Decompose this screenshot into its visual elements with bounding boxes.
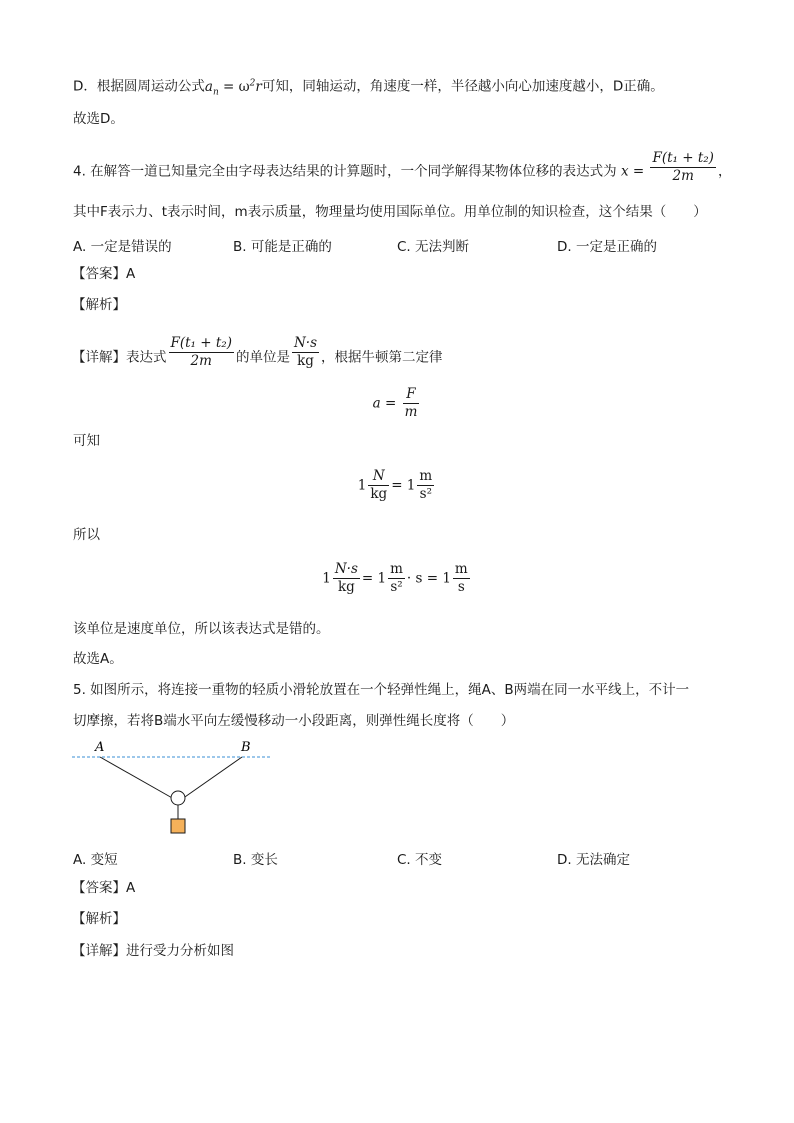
eq1-num: F xyxy=(403,386,420,404)
rope-right xyxy=(182,757,242,799)
formula-an: $a_n = \omega^2r$ xyxy=(204,78,262,98)
q5-detail: 【详解】进行受力分析如图 xyxy=(72,943,234,959)
eq2-frac-right xyxy=(417,468,434,503)
q4-choose: 故选A。 xyxy=(73,651,123,667)
q5-line2: 切摩擦，若将B端水平向左缓慢移动一小段距离，则弹性绳长度将（ ） xyxy=(73,713,515,729)
q4-detail-suffix: ，根据牛顿第二定律 xyxy=(321,349,443,366)
eq3-frac-right xyxy=(453,561,470,596)
eq3-eq: = 1 xyxy=(361,570,387,587)
q5-option-b: B. 变长 xyxy=(233,852,278,868)
eq3-mnum: m xyxy=(390,561,403,577)
q4-analysis: 【解析】 xyxy=(72,297,126,313)
q4-expr-denominator: 2m xyxy=(672,168,694,184)
eq3-mden: s² xyxy=(390,579,403,595)
q4-option-b: B. 可能是正确的 xyxy=(233,239,332,255)
q4-option-a: A. 一定是错误的 xyxy=(73,239,172,255)
q4-x-eq: x = xyxy=(620,163,645,180)
eq3-one: 1 xyxy=(322,570,331,587)
q4-stem: 4. 在解答一道已知量完全由字母表达结果的计算题时，一个同学解得某物体位移的表达式为 xyxy=(73,163,617,180)
eq2-frac-left xyxy=(368,468,389,503)
q4-unit-numerator: N·s xyxy=(293,335,318,351)
item-d-suffix: 可知，同轴运动，角速度一样，半径越小向心加速度越小，D正确。 xyxy=(261,78,664,95)
q5-option-a: A. 变短 xyxy=(73,852,118,868)
eq2-num: N xyxy=(368,468,389,486)
q4-unit-fraction xyxy=(292,335,319,370)
q4-conclusion: 该单位是速度单位，所以该表达式是错的。 xyxy=(73,621,330,637)
eq3-frac-left xyxy=(333,561,360,596)
q4-unit-denominator: kg xyxy=(297,353,314,369)
q4-detail-numerator: F(t₁ + t₂) xyxy=(170,335,232,351)
suoyi-text: 所以 xyxy=(73,527,100,543)
eq3-num: N·s xyxy=(334,561,358,577)
q4-detail-prefix: 【详解】表达式 xyxy=(72,349,167,366)
q4-answer: 【答案】A xyxy=(72,266,136,282)
label-b: B xyxy=(241,740,251,755)
q4-detail-denominator: 2m xyxy=(190,353,212,369)
eq3-frac-mid xyxy=(388,561,405,596)
eq2-rden: s² xyxy=(419,486,432,502)
eq1-fraction xyxy=(403,386,420,421)
eq3-rden: s xyxy=(457,579,465,595)
eq2-rnum: m xyxy=(419,468,433,484)
q5-line1: 5. 如图所示，将连接一重物的轻质小滑轮放置在一个轻弹性绳上，绳A、B两端在同一水平线上，不计一 xyxy=(73,682,690,698)
q5-option-d: D. 无法确定 xyxy=(557,852,630,868)
q4-detail-fraction xyxy=(169,335,234,370)
pulley xyxy=(171,791,185,805)
choose-d: 故选D。 xyxy=(73,111,124,127)
equation-unit-1 xyxy=(0,468,794,503)
eq2-one: 1 xyxy=(357,477,367,494)
eq3-tail: · s = 1 xyxy=(406,570,451,587)
label-a: A xyxy=(95,740,105,755)
q4-option-c: C. 无法判断 xyxy=(397,239,470,255)
q5-diagram xyxy=(70,736,280,840)
equation-unit-2 xyxy=(0,561,794,596)
item-d-prefix: D．根据圆周运动公式 xyxy=(73,78,205,95)
q4-detail-mid: 的单位是 xyxy=(235,349,290,366)
q5-analysis: 【解析】 xyxy=(72,911,126,927)
eq3-rnum: m xyxy=(454,561,468,577)
eq1-lhs: a = xyxy=(372,395,397,412)
keyi-text: 可知 xyxy=(73,433,100,449)
eq1-den: m xyxy=(404,404,418,420)
equation-newton xyxy=(0,386,794,421)
q4-option-d: D. 一定是正确的 xyxy=(557,239,657,255)
q4-expr-numerator: F(t₁ + t₂) xyxy=(652,150,714,166)
rope-left xyxy=(100,757,174,799)
q5-answer: 【答案】A xyxy=(72,880,136,896)
q4-line2: 其中F表示力、t表示时间，m表示质量，物理量均使用国际单位。用单位制的知识检查，这个结果（ ） xyxy=(73,204,707,220)
eq2-den: kg xyxy=(370,486,388,502)
eq3-den: kg xyxy=(337,579,355,595)
q4-line1 xyxy=(73,150,732,185)
item-d-line xyxy=(73,74,664,101)
eq2-eq: = 1 xyxy=(391,477,416,494)
q5-option-c: C. 不变 xyxy=(397,852,443,868)
q4-expression-fraction xyxy=(650,150,715,185)
q4-comma: ， xyxy=(717,163,732,180)
weight-block xyxy=(171,819,185,833)
